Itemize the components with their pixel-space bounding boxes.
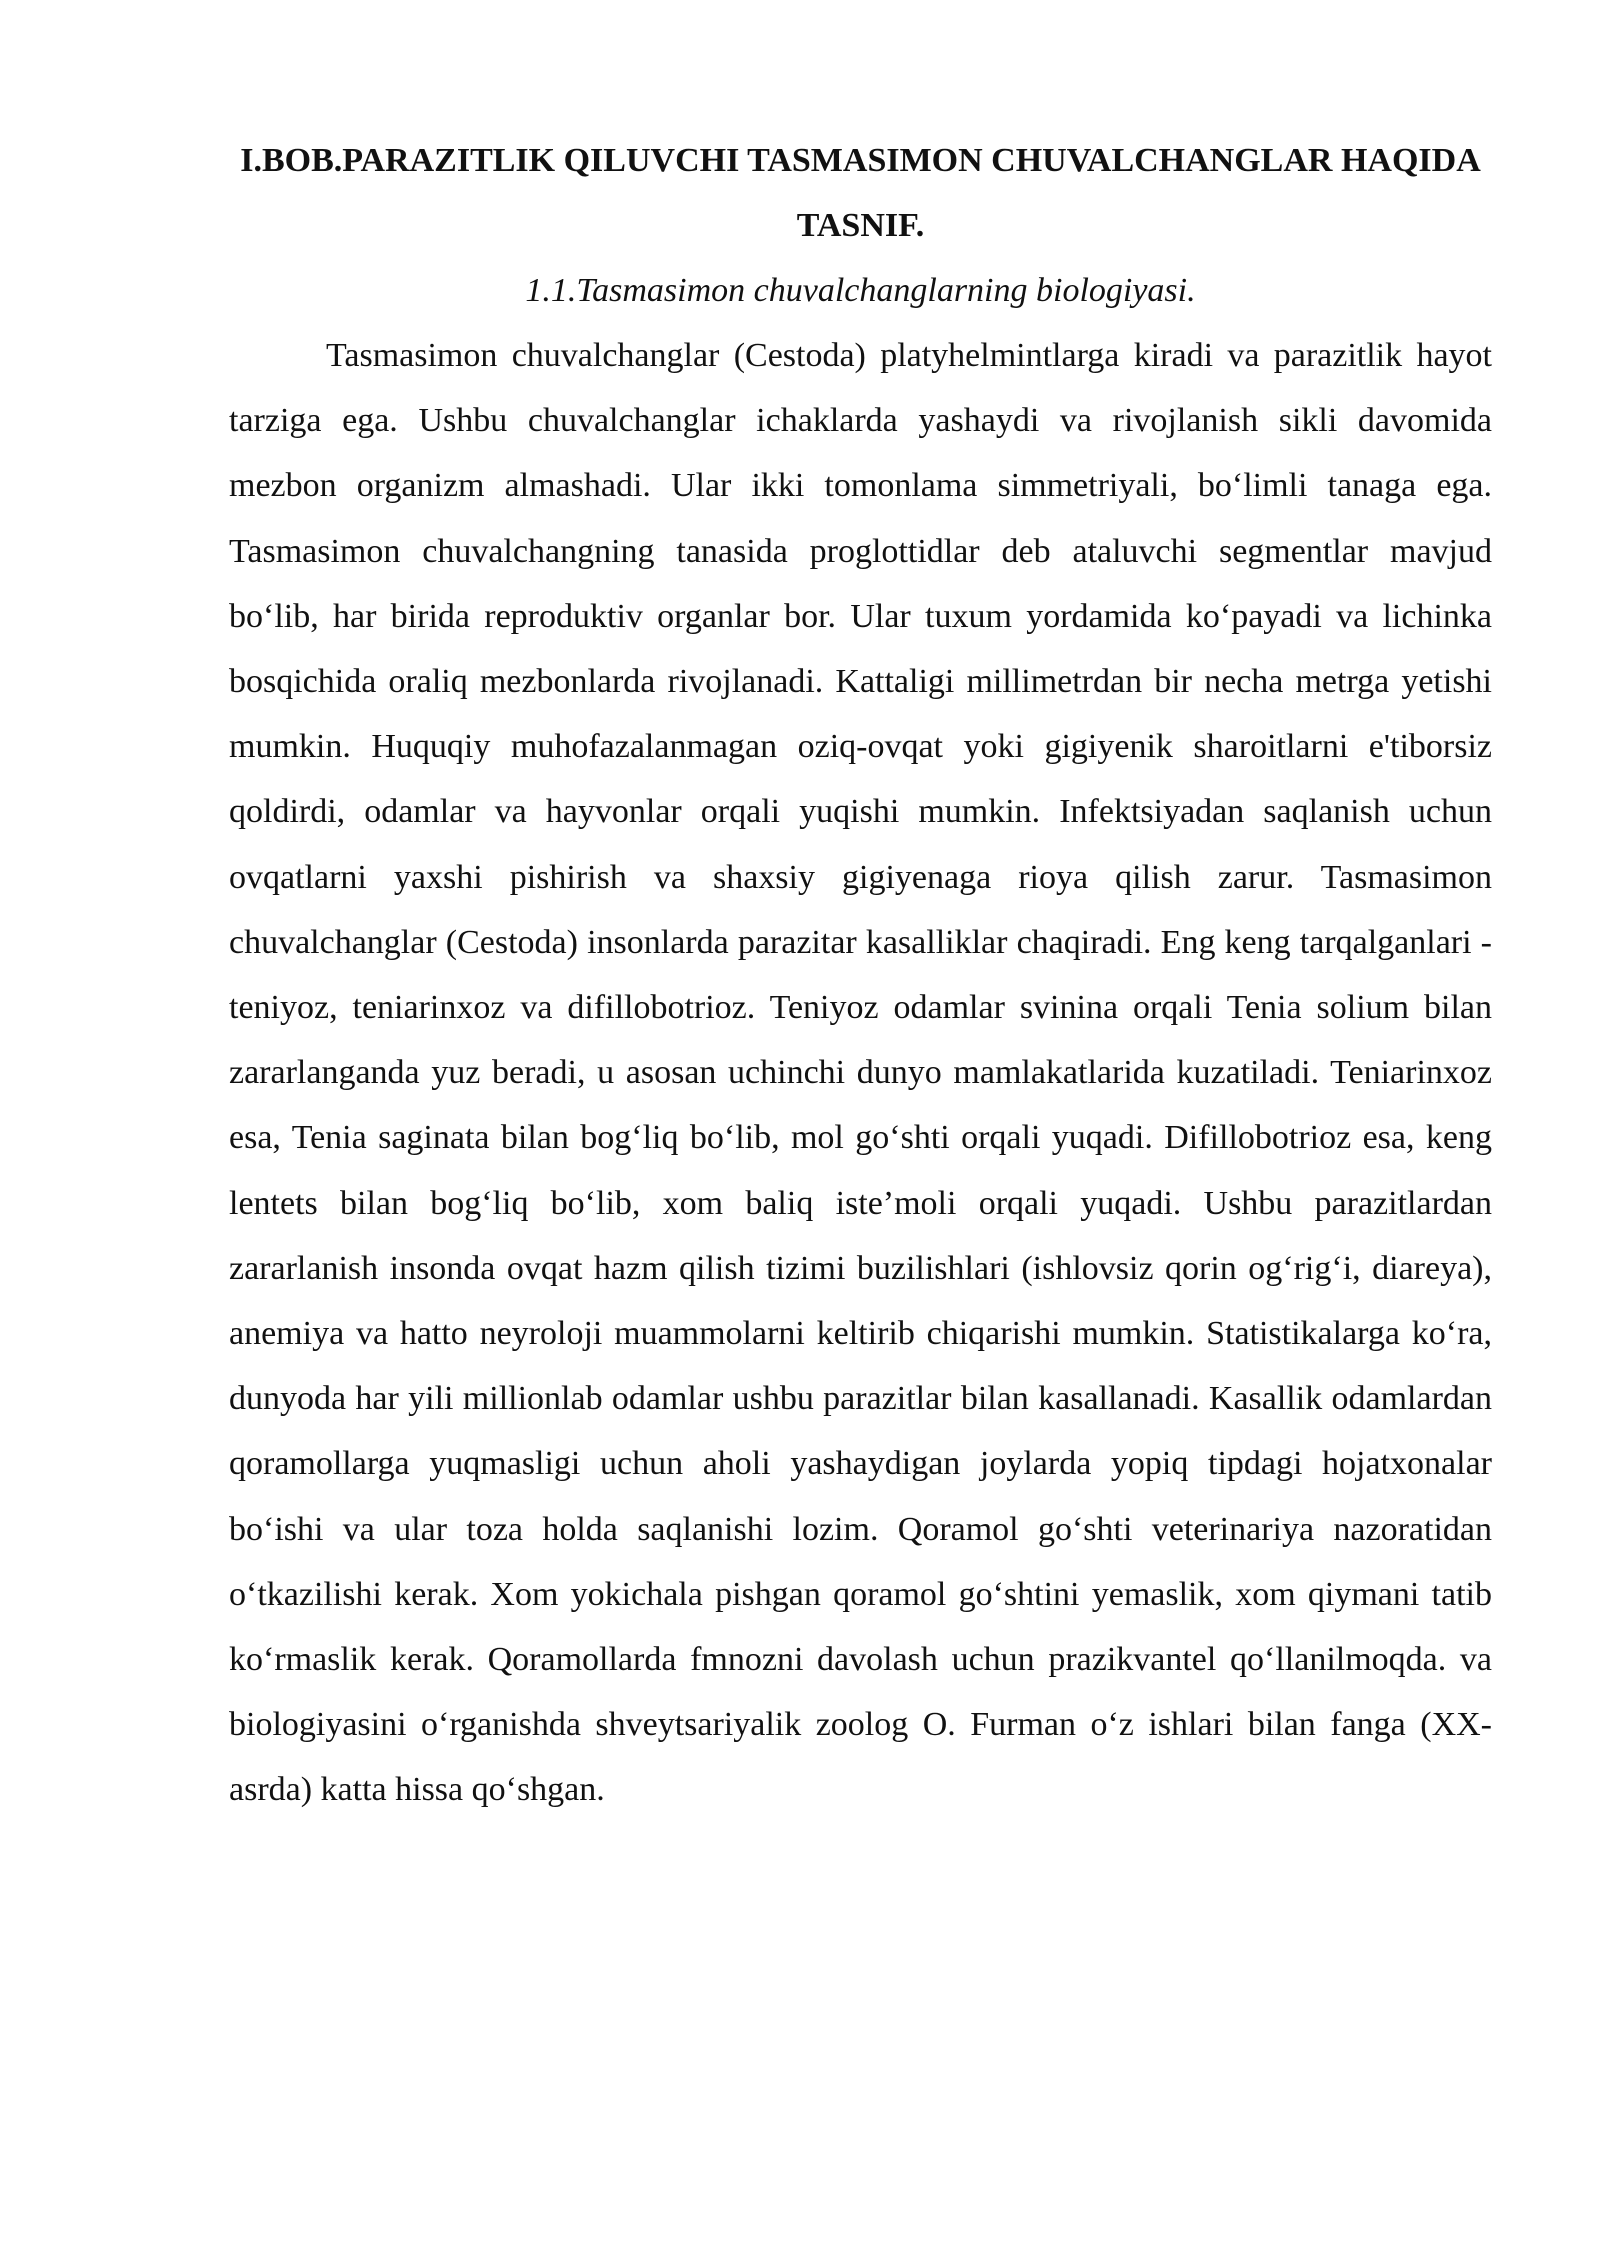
body-paragraph: Tasmasimon chuvalchanglar (Cestoda) platyhelmintlarga kiradi va parazitlik hayot tarziga ega. Ushbu chuvalchanglar ichaklarda yashaydi va rivojlanish sikli davomida mezbon organizm almashadi. Ular ikki tomonlama simmetriyali, bo‘limli tanaga ega. Tasmasimon chuvalchangning tanasida proglottidlar deb ataluvchi segmentlar mavjud bo‘lib, har birida reproduktiv organlar bor. Ular tuxum yordamida ko‘payadi va lichinka bosqichida oraliq mezbonlarda rivojlanadi. Kattaligi millimetrdan bir necha metrga yetishi mumkin. Huquqiy muhofazalanmagan oziq-ovqat yoki gigiyenik sharoitlarni e'tiborsiz qoldirdi, odamlar va hayvonlar orqali yuqishi mumkin. Infektsiyadan saqlanish uchun ovqatlarni yaxshi pishirish va shaxsiy gigiyenaga rioya qilish zarur. Tasmasimon chuvalchanglar (Cestoda) insonlarda parazitar kasalliklar chaqiradi. Eng keng tarqalganlari - teniyoz, teniarinxoz va difillobotrioz. Teniyoz odamlar svinina orqali Tenia solium bilan zararlanganda yuz beradi, u asosan uchinchi dunyo mamlakatlarida kuzatiladi. Teniarinxoz esa, Tenia saginata bilan bog‘liq bo‘lib, mol go‘shti orqali yuqadi. Difillobotrioz esa, keng lentets bilan bog‘liq bo‘lib, xom baliq iste’moli orqali yuqadi. Ushbu parazitlardan zararlanish insonda ovqat hazm qilish tizimi buzilishlari (ishlovsiz qorin og‘rig‘i, diareya), anemiya va hatto neyroloji muammolarni keltirib chiqarishi mumkin. Statistikalarga ko‘ra, dunyoda har yili millionlab odamlar ushbu parazitlar bilan kasallanadi. Kasallik odamlardan qoramollarga yuqmasligi uchun aholi yashaydigan joylarda yopiq tipdagi hojatxonalar bo‘ishi va ular toza holda saqlanishi lozim. Qoramol go‘shti veterinariya nazoratidan o‘tkazilishi kerak. Xom yokichala pishgan qoramol go‘shtini yemaslik, xom qiymani tatib ko‘rmaslik kerak. Qoramollarda fmnozni davolash uchun prazikvantel qo‘llanilmoqda. va biologiyasini o‘rganishda shveytsariyalik zoolog O. Furman o‘z ishlari bilan fanga (XX-asrda) katta hissa qo‘shgan. bbox=[229, 337, 1492, 1809]
section-title: 1.1.Tasmasimon chuvalchanglarning biologiyasi. bbox=[525, 272, 1196, 309]
document-content bbox=[229, 128, 1492, 1823]
chapter-title: I.BOB.PARAZITLIK QILUVCHI TASMASIMON CHUVALCHANGLAR HAQIDA TASNIF. bbox=[240, 142, 1481, 244]
